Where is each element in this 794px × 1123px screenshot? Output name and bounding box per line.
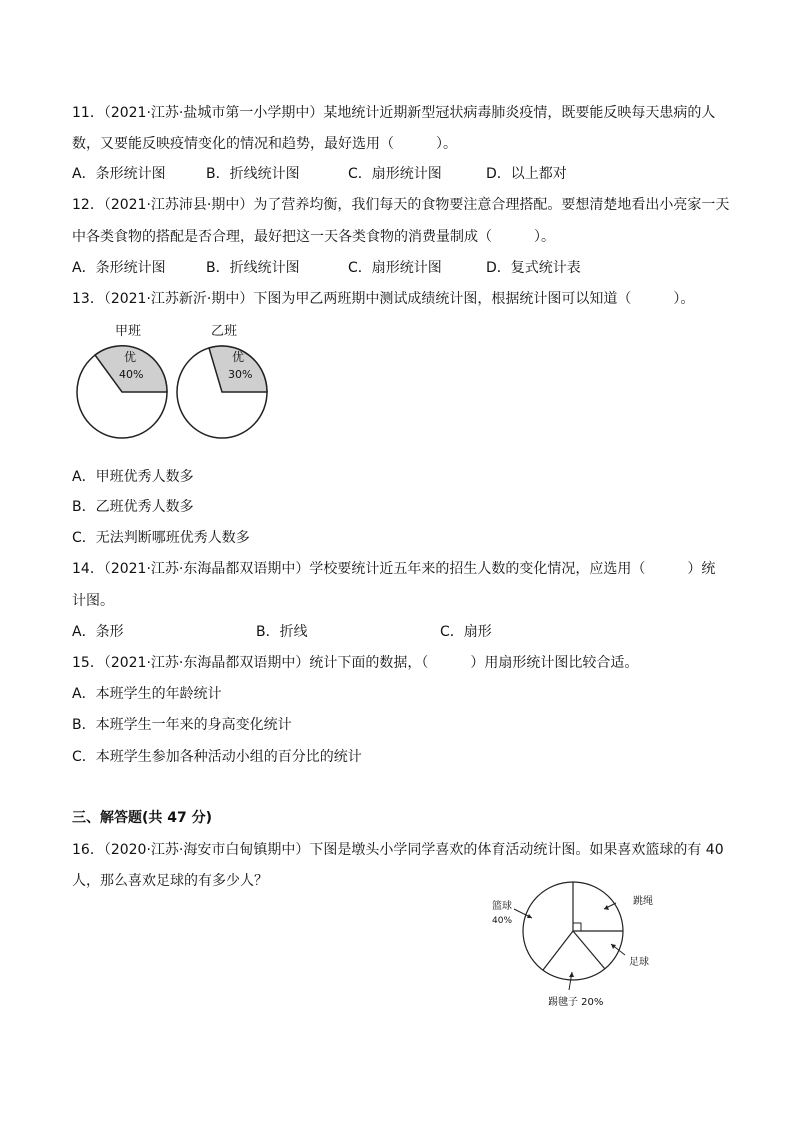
q14-option-a[interactable]: A．条形 [72, 624, 124, 640]
q11-option-a[interactable]: A．条形统计图 [72, 166, 166, 182]
q12-option-b[interactable]: B．折线统计图 [206, 260, 300, 276]
pie-a-pct: 40% [119, 368, 144, 381]
q14-option-b[interactable]: B．折线 [256, 624, 308, 640]
q13-pie-figure [72, 316, 282, 446]
q15-option-b[interactable]: B．本班学生一年来的身高变化统计 [72, 717, 292, 733]
pie-a-label: 优 [124, 350, 137, 364]
q14-text-line2: 计图。 [72, 593, 114, 609]
q13-text-line1: 13．（2021·江苏新沂·期中）下图为甲乙两班期中测试成绩统计图，根据统计图可以知道（ ）。 [72, 291, 695, 307]
q11-options [72, 164, 732, 184]
q11-option-d[interactable]: D．以上都对 [486, 166, 567, 182]
q14-text-line1: 14．（2021·江苏·东海晶都双语期中）学校要统计近五年来的招生人数的变化情况，应选用（ ）统 [72, 561, 716, 577]
q11-text-line2: 数，又要能反映疫情变化的情况和趋势，最好选用（ ）。 [72, 136, 457, 152]
pie-b-pct: 30% [228, 368, 253, 381]
q12-text-line1: 12．（2021·江苏沛县·期中）为了营养均衡，我们每天的食物要注意合理搭配。要想清楚地看出小亮家一天 [72, 197, 730, 213]
q14-options [72, 622, 732, 642]
q12-options [72, 258, 732, 278]
q15-text-line1: 15．（2021·江苏·东海晶都双语期中）统计下面的数据，（ ）用扇形统计图比较合适。 [72, 655, 639, 671]
q15-option-c[interactable]: C．本班学生参加各种活动小组的百分比的统计 [72, 749, 362, 765]
q12-option-c[interactable]: C．扇形统计图 [348, 260, 442, 276]
q11-option-b[interactable]: B．折线统计图 [206, 166, 300, 182]
q16-shuttlecock-label: 踢毽子 20% [548, 997, 604, 1008]
pie-b-title: 乙班 [211, 324, 238, 339]
pie-a-title: 甲班 [115, 324, 142, 339]
q16-text-line2: 人，那么喜欢足球的有多少人？ [72, 873, 268, 889]
q13-option-a[interactable]: A．甲班优秀人数多 [72, 469, 194, 485]
q16-basketball-pct: 40% [492, 916, 513, 926]
section-heading: 三、解答题(共 47 分) [72, 810, 213, 826]
q12-option-d[interactable]: D．复式统计表 [486, 260, 581, 276]
q12-text-line2: 中各类食物的搭配是否合理，最好把这一天各类食物的消费量制成（ ）。 [72, 229, 555, 245]
q11-option-c[interactable]: C．扇形统计图 [348, 166, 442, 182]
q16-basketball-label: 篮球 [492, 901, 512, 912]
q16-jumprope-label: 跳绳 [633, 896, 653, 907]
q16-text-line1: 16．（2020·江苏·海安市白甸镇期中）下图是墩头小学同学喜欢的体育活动统计图。如果喜欢篮球的有 40 [72, 842, 724, 858]
q16-football-label: 足球 [629, 957, 649, 968]
q15-option-a[interactable]: A．本班学生的年龄统计 [72, 686, 222, 702]
q11-text-line1: 11．（2021·江苏·盐城市第一小学期中）某地统计近期新型冠状病毒肺炎疫情，既要能反映每天患病的人 [72, 105, 716, 121]
q13-option-c[interactable]: C．无法判断哪班优秀人数多 [72, 530, 250, 546]
pie-b-label: 优 [232, 350, 245, 364]
q13-option-b[interactable]: B．乙班优秀人数多 [72, 499, 194, 515]
q12-option-a[interactable]: A．条形统计图 [72, 260, 166, 276]
q14-option-c[interactable]: C．扇形 [440, 624, 492, 640]
q16-pie-figure [484, 876, 674, 1016]
